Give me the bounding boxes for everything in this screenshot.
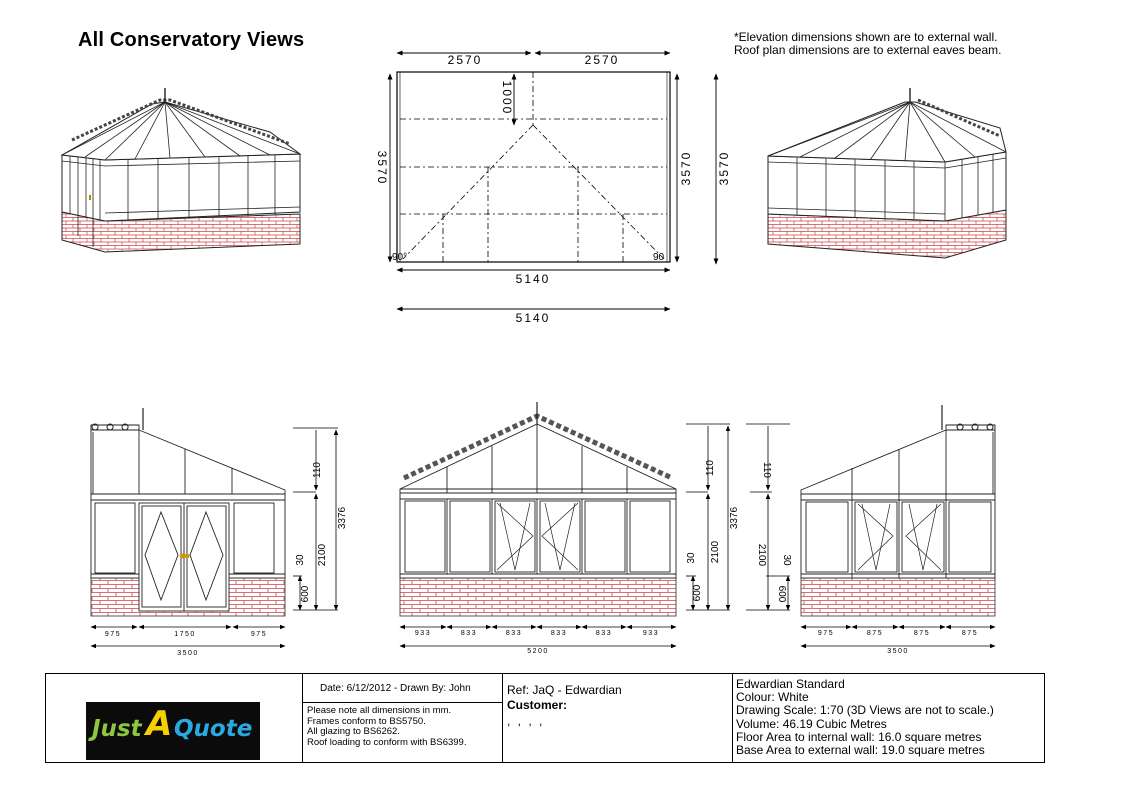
dim-width-outer: 5140 — [515, 311, 551, 325]
note-item: Frames conform to BS5750. — [307, 715, 426, 727]
dim-top-left: 2570 — [447, 53, 483, 67]
front-bay-2: 833 — [460, 630, 478, 637]
left-h-top: 110 — [312, 462, 323, 478]
standards-notes — [307, 706, 466, 748]
spec-style: Edwardian Standard — [736, 677, 845, 691]
front-bay-1: 933 — [414, 630, 432, 637]
right-bay-4: 875 — [961, 630, 979, 637]
dim-depth-left: 3570 — [375, 150, 389, 186]
note-item: Roof loading to conform with BS6399. — [307, 736, 467, 748]
left-h-total: 3376 — [337, 506, 348, 530]
perspective-view-left — [62, 88, 300, 252]
left-bay-2: 1750 — [174, 631, 196, 638]
roof-plan — [390, 53, 716, 309]
spec-volume: Volume: 46.19 Cubic Metres — [736, 716, 887, 731]
logo-part-a: A — [146, 704, 173, 744]
drawing-info-cell — [303, 674, 503, 762]
right-bay-3: 875 — [913, 630, 931, 637]
logo-part-just: Just — [92, 716, 142, 742]
front-h-top: 110 — [705, 460, 716, 476]
right-total: 3500 — [887, 648, 909, 655]
left-h-base: 600 — [300, 585, 311, 603]
perspective-view-right — [768, 88, 1006, 258]
front-bay-5: 833 — [595, 630, 613, 637]
logo-cell — [46, 674, 303, 762]
dim-top-right: 2570 — [584, 53, 620, 67]
right-h-sill: 30 — [781, 554, 792, 566]
justaquote-logo — [86, 702, 260, 760]
customer-label: Customer: — [507, 698, 568, 712]
left-total: 3500 — [177, 650, 199, 657]
right-bay-1: 975 — [817, 630, 835, 637]
spec-floor-area: Floor Area to internal wall: 16.0 square metres — [736, 729, 982, 744]
right-h-top: 110 — [761, 462, 772, 478]
logo-part-quote: Quote — [174, 716, 253, 742]
spec-base-area: Base Area to external wall: 19.0 square metres — [736, 743, 985, 758]
note-line-2: Roof plan dimensions are to external eaves beam. — [734, 43, 1002, 57]
specification-list — [736, 678, 994, 757]
front-total: 5200 — [527, 648, 549, 655]
spec-scale: Drawing Scale: 1:70 (3D Views are not to scale.) — [736, 703, 994, 718]
front-h-total: 3376 — [729, 506, 740, 530]
page-title: All Conservatory Views — [78, 29, 305, 51]
front-bay-4: 833 — [550, 630, 568, 637]
reference-text: Ref: JaQ - Edwardian — [507, 683, 622, 697]
date-drawn-by: Date: 6/12/2012 - Drawn By: John — [320, 683, 471, 694]
right-bay-2: 875 — [866, 630, 884, 637]
left-h-sill: 30 — [295, 554, 306, 566]
dim-depth-right: 3570 — [679, 150, 693, 186]
front-bay-3: 833 — [505, 630, 523, 637]
spec-colour: Colour: White — [736, 690, 809, 705]
reference-cell — [503, 674, 733, 762]
angle-left: 90° — [392, 252, 408, 263]
right-h-mid: 2100 — [756, 543, 767, 567]
specification-cell — [733, 674, 1045, 762]
front-h-mid: 2100 — [710, 540, 721, 564]
left-bay-1: 975 — [104, 631, 122, 638]
left-h-mid: 2100 — [317, 543, 328, 567]
angle-right: 90 — [653, 252, 665, 263]
note-line-1: *Elevation dimensions shown are to external wall. — [734, 30, 998, 44]
front-h-sill: 30 — [686, 552, 697, 564]
front-bay-6: 933 — [642, 630, 660, 637]
dim-width-inner: 5140 — [515, 272, 551, 286]
right-h-base: 600 — [776, 585, 787, 603]
customer-value: , , , , — [507, 714, 545, 728]
note-item: All glazing to BS6262. — [307, 726, 400, 737]
note-item: Please note all dimensions in mm. — [307, 705, 452, 716]
front-h-base: 600 — [692, 584, 703, 602]
left-bay-3: 975 — [250, 631, 268, 638]
title-block — [45, 673, 1045, 763]
dim-hip-offset: 1000 — [500, 80, 514, 116]
dim-depth-outer: 3570 — [717, 150, 731, 186]
left-elevation — [91, 408, 338, 646]
